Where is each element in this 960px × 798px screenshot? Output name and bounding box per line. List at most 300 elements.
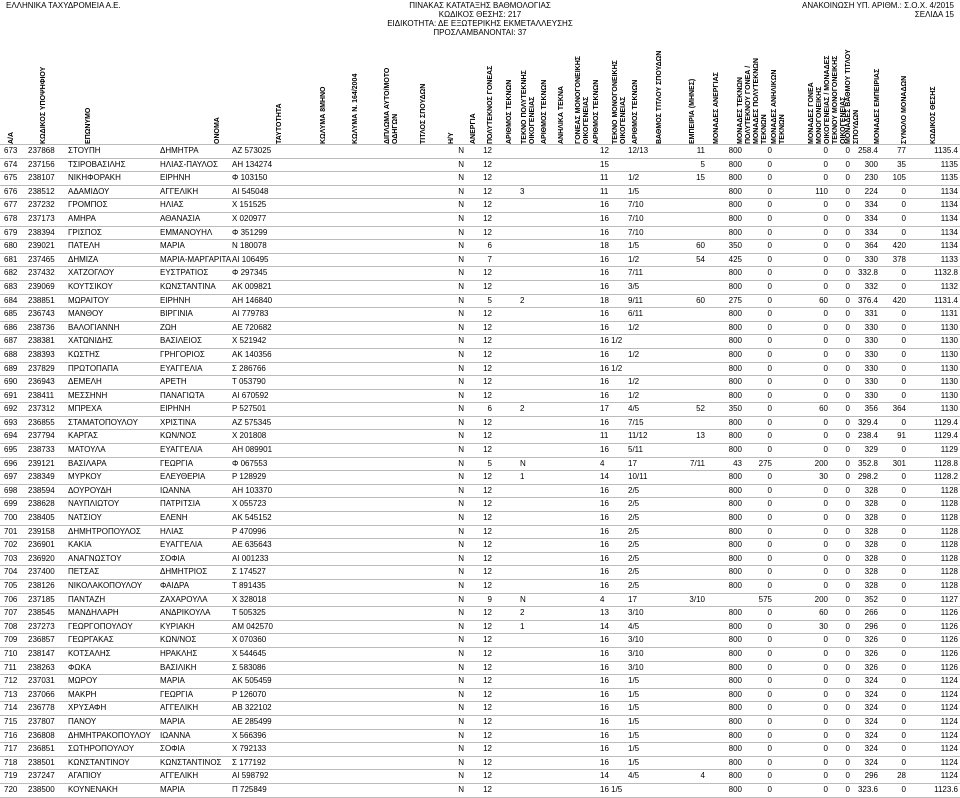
column-header-text: ΤΕΚΝΟΥ ΜΟΝΟΓΟΝΕΙΚΗΣ [832, 55, 839, 144]
table-cell: 13 [696, 431, 705, 441]
table-cell: 15 [696, 173, 705, 183]
table-row [0, 375, 960, 389]
table-cell: 1130 [940, 363, 958, 373]
table-cell: Ρ 126070 [232, 689, 267, 699]
table-cell: Ρ 128929 [232, 472, 267, 482]
table-cell: ΒΑΣΙΛΕΙΟΣ [160, 336, 202, 346]
table-row [0, 158, 960, 172]
table-cell: 1130 [940, 322, 958, 332]
table-cell: 16 [600, 485, 609, 495]
table-cell: ΜΑΝΘΟΥ [68, 309, 104, 319]
table-cell: 17 [628, 594, 637, 604]
table-cell: 674 [4, 159, 18, 169]
table-cell: 2/5 [628, 499, 640, 509]
table-cell: ΓΕΩΡΓΑΚΑΣ [68, 635, 114, 645]
table-cell: 0 [823, 431, 828, 441]
table-cell: 800 [728, 784, 742, 794]
table-cell: 0 [901, 730, 906, 740]
table-cell: ΓΡΙΣΠΟΣ [68, 227, 102, 237]
table-cell: 0 [767, 581, 772, 590]
table-cell: 238733 [28, 445, 55, 455]
column-header-7 [384, 68, 400, 144]
table-cell: 12 [483, 213, 492, 223]
table-cell: 704 [4, 567, 18, 577]
table-row [0, 470, 960, 484]
table-cell: 0 [845, 513, 850, 523]
table-cell: 1128.2 [934, 472, 958, 482]
table-cell: 60 [819, 404, 828, 414]
table-cell: ΠΡΩΤΟΠΑΠΑ [68, 363, 119, 373]
table-cell: 0 [845, 730, 850, 740]
table-cell: 328 [864, 553, 878, 563]
table-cell: 1/2 [628, 254, 640, 264]
table-cell: 1/2 [628, 390, 640, 400]
table-cell: 703 [4, 553, 18, 563]
table-cell: 800 [728, 377, 742, 387]
table-cell: 12 [483, 309, 492, 319]
table-cell: ΑΡΕΤΗ [160, 377, 187, 387]
table-cell: 0 [845, 322, 850, 332]
table-cell: 330 [864, 336, 878, 346]
table-cell: 1128 [940, 485, 958, 495]
table-cell: 575 [758, 594, 772, 604]
table-cell: 1133 [940, 254, 958, 264]
table-cell: 717 [4, 744, 18, 754]
table-row [0, 307, 960, 321]
table-cell: 13 [600, 608, 609, 618]
table-cell: 0 [845, 526, 850, 536]
table-cell: 0 [823, 173, 828, 183]
announcement-info [802, 1, 954, 19]
table-cell: 0 [901, 309, 906, 319]
table-cell: 0 [767, 635, 772, 645]
table-cell: 0 [901, 744, 906, 754]
table-cell: 238851 [28, 295, 55, 305]
table-cell: 0 [845, 581, 850, 590]
table-cell: 0 [767, 213, 772, 223]
table-row [0, 294, 960, 308]
table-cell: 9/11 [628, 295, 643, 305]
table-cell: 16 [600, 445, 609, 455]
table-cell: 800 [728, 445, 742, 455]
table-cell: 0 [823, 363, 828, 373]
table-cell: ΑΓΓΕΛΙΚΗ [160, 703, 199, 713]
table-cell: 18 [600, 295, 609, 305]
table-cell: ΤΣΙΡΟΒΑΣΙΛΗΣ [68, 159, 126, 169]
table-cell: ΑΙ 001233 [232, 553, 269, 563]
column-header-text: ΟΔΗΓΩΝ [392, 113, 399, 144]
table-cell: ΔΗΜΗΤΡΑΚΟΠΟΥΛΟΥ [68, 730, 151, 740]
table-cell: 0 [845, 485, 850, 495]
table-cell: 239121 [28, 458, 55, 468]
table-cell: N [458, 322, 464, 332]
table-cell: 12 [483, 608, 492, 618]
table-cell: 12/13 [628, 146, 649, 155]
table-cell: 1/2 [628, 349, 640, 359]
table-cell: 236778 [28, 703, 55, 713]
table-row [0, 552, 960, 566]
table-cell: ΑΚ 545152 [232, 513, 272, 523]
table-cell: 16 1/5 [600, 784, 623, 794]
table-cell: 238107 [28, 173, 55, 183]
table-cell: 0 [845, 268, 850, 278]
table-cell: 237185 [28, 594, 55, 604]
table-cell: 4 [600, 594, 605, 604]
table-cell: 5 [700, 159, 705, 169]
table-cell: 1131.4 [934, 295, 958, 305]
table-cell: 3/5 [628, 281, 640, 291]
table-cell: 0 [845, 281, 850, 291]
table-cell: ΜΑΡΙΑ-ΜΑΡΓΑΡΙΤΑ [160, 254, 232, 264]
table-cell: N [458, 404, 464, 414]
table-cell: 0 [845, 621, 850, 631]
table-cell: 800 [728, 349, 742, 359]
table-cell: Σ 177192 [232, 757, 266, 767]
table-cell: 0 [767, 309, 772, 319]
table-cell: 0 [823, 254, 828, 264]
table-cell: 2/5 [628, 513, 640, 523]
table-cell: ΓΡΗΓΟΡΙΟΣ [160, 349, 205, 359]
table-cell: 0 [767, 417, 772, 427]
table-cell: 28 [897, 771, 906, 781]
table-cell: ΠΑΝΑΓΙΩΤΑ [160, 390, 205, 400]
table-cell: 0 [845, 363, 850, 373]
table-cell: 716 [4, 730, 18, 740]
table-cell: Σ 583086 [232, 662, 266, 672]
column-header-text: ΠΟΛΥΤΕΚΝΟΥ ΓΟΝΕΑ / [745, 65, 752, 144]
table-cell: 238349 [28, 472, 55, 482]
table-cell: N [458, 567, 464, 577]
table-cell: 5/11 [628, 445, 643, 455]
column-header-text: ΜΟΝΑΔΕΣ ΑΝΗΛΙΚΩΝ [771, 69, 778, 144]
table-cell: 236943 [28, 377, 55, 387]
table-cell: 800 [728, 676, 742, 686]
table-cell: 0 [767, 553, 772, 563]
table-cell: 238594 [28, 485, 55, 495]
table-cell: 16 [600, 309, 609, 319]
table-cell: 7/10 [628, 213, 644, 223]
table-cell: ΚΟΥΝΕΝΑΚΗ [68, 784, 118, 794]
table-cell: ΣΤΑΜΑΤΟΠΟΥΛΟΥ [68, 417, 138, 427]
table-cell: 0 [845, 771, 850, 781]
table-cell: 0 [845, 716, 850, 726]
table-cell: 0 [823, 281, 828, 291]
table-cell: 14 [600, 771, 609, 781]
table-cell: 324 [864, 689, 878, 699]
table-cell: 237066 [28, 689, 55, 699]
table-cell: 0 [767, 784, 772, 794]
table-cell: 0 [901, 417, 906, 427]
table-cell: 698 [4, 485, 18, 495]
table-cell: ΑΒ 322102 [232, 703, 272, 713]
table-cell: ΑΓΑΠΙΟΥ [68, 771, 102, 781]
table-cell: 0 [845, 159, 850, 169]
table-cell: 1/5 [628, 757, 640, 767]
table-cell: 1134 [940, 186, 958, 196]
column-header-0 [8, 132, 16, 144]
table-row [0, 593, 960, 607]
table-cell: 12 [483, 744, 492, 754]
column-header-text: ΤΕΚΝΟ ΜΟΝΟΓΟΝΕΙΚΗΣ [612, 60, 619, 144]
table-cell: 3/10 [628, 662, 644, 672]
column-header-8 [420, 84, 428, 144]
table-cell: ΜΑΡΙΑ [160, 676, 185, 686]
table-cell: 0 [901, 757, 906, 767]
column-header-text: ΑΡΙΘΜΟΣ ΤΕΚΝΩΝ [541, 79, 548, 144]
table-cell: 12 [483, 757, 492, 767]
table-cell: 1126 [940, 662, 958, 672]
table-cell: 0 [767, 200, 772, 210]
table-cell: 0 [823, 349, 828, 359]
table-cell: 12 [483, 567, 492, 577]
table-cell: 12 [483, 716, 492, 726]
table-cell: 0 [823, 540, 828, 550]
table-cell: ΕΜΜΑΝΟΥΗΛ [160, 227, 213, 237]
table-cell: 1/5 [628, 716, 640, 726]
table-cell: 230 [864, 173, 878, 183]
title-line-0: ΠΙΝΑΚΑΣ ΚΑΤΑΤΑΞΗΣ ΒΑΘΜΟΛΟΓΙΑΣ [409, 1, 551, 10]
table-cell: 0 [767, 648, 772, 658]
table-cell: 1135.4 [934, 146, 958, 155]
table-cell: 0 [823, 635, 828, 645]
table-cell: 12 [483, 146, 492, 155]
table-cell: 238512 [28, 186, 55, 196]
table-row [0, 620, 960, 634]
column-header-text: ΜΟΝΑΔΕΣ ΒΑΘΜΟΥ ΤΙΤΛΟΥ [845, 49, 852, 144]
table-cell: 12 [483, 281, 492, 291]
table-cell: ΣΩΤΗΡΟΠΟΥΛΟΥ [68, 744, 135, 754]
title-line-2: ΕΙΔΙΚΟΤΗΤΑ: ΔΕ ΕΞΩΤΕΡΙΚΗΣ ΕΚΜΕΤΑΛΛΕΥΣΗΣ [387, 19, 573, 28]
table-cell: 3/10 [628, 648, 644, 658]
table-cell: 1134 [940, 200, 958, 210]
table-cell: 800 [728, 513, 742, 523]
table-cell: Χ 521942 [232, 336, 267, 346]
table-cell: 35 [897, 159, 906, 169]
table-cell: 238628 [28, 499, 55, 509]
table-cell: 800 [728, 485, 742, 495]
table-cell: 707 [4, 608, 18, 618]
column-header-22 [713, 72, 721, 144]
table-cell: 16 [600, 268, 609, 278]
table-cell: 1129.4 [934, 431, 958, 441]
column-header-6 [352, 74, 360, 144]
table-cell: 2 [520, 404, 525, 414]
table-cell: 800 [728, 390, 742, 400]
table-cell: 0 [845, 241, 850, 251]
table-cell: 12 [483, 485, 492, 495]
table-cell: ΗΛΙΑΣ-ΠΑΥΛΟΣ [160, 159, 218, 169]
table-cell: 0 [767, 445, 772, 455]
table-cell: 376.4 [857, 295, 878, 305]
column-header-4 [276, 103, 284, 144]
table-cell: 1124 [940, 744, 958, 754]
table-cell: 682 [4, 268, 18, 278]
table-cell: ΔΗΜΗΤΡΟΠΟΥΛΟΣ [68, 526, 141, 536]
table-cell: 12 [483, 581, 492, 590]
table-cell: N [458, 526, 464, 536]
table-row [0, 185, 960, 199]
table-cell: ΣΟΦΙΑ [160, 553, 186, 563]
table-cell: 1134 [940, 241, 958, 251]
table-cell: ΕΙΡΗΝΗ [160, 295, 191, 305]
table-row [0, 783, 960, 798]
table-cell: Χ 544645 [232, 648, 267, 658]
table-cell: 352 [864, 594, 878, 604]
table-cell: 12 [483, 526, 492, 536]
table-cell: Σ 286766 [232, 363, 266, 373]
table-cell: 0 [845, 553, 850, 563]
column-header-text: ΟΙΚΟΓΕΝΕΙΑΣ [840, 96, 847, 144]
table-cell: Χ 151525 [232, 200, 267, 210]
column-header-18 [612, 60, 628, 144]
table-cell: N [458, 254, 464, 264]
column-headers [0, 44, 960, 144]
table-cell: N [458, 186, 464, 196]
table-cell: ΑΙ 779783 [232, 309, 269, 319]
table-row [0, 321, 960, 335]
table-cell: 1/5 [628, 744, 640, 754]
table-cell: 710 [4, 648, 18, 658]
table-cell: 1128.8 [934, 458, 958, 468]
table-cell: 12 [483, 322, 492, 332]
table-cell: 238147 [28, 648, 55, 658]
column-header-text: ΠΟΛΥΤΕΚΝΟΣ ΓΟΝΕΑΣ [487, 65, 494, 144]
table-cell: 2/5 [628, 581, 640, 590]
table-cell: 0 [767, 336, 772, 346]
table-cell: 2/5 [628, 540, 640, 550]
table-cell: 0 [901, 186, 906, 196]
table-cell: 324 [864, 703, 878, 713]
table-cell: 693 [4, 417, 18, 427]
column-header-text: ΕΜΠΕΙΡΙΑ (ΜΗΝΕΣ) [689, 78, 696, 144]
table-cell: Ρ 470996 [232, 526, 267, 536]
column-header-11 [487, 66, 495, 144]
table-cell: 332.8 [857, 268, 878, 278]
table-cell: 1/2 [628, 377, 640, 387]
table-cell: 3/10 [628, 608, 644, 618]
table-cell: 0 [767, 363, 772, 373]
table-cell: N [458, 553, 464, 563]
table-cell: N [458, 594, 464, 604]
column-header-text: Α/Α [8, 131, 15, 144]
table-cell: 1132.8 [934, 268, 958, 278]
table-cell: 7/10 [628, 227, 644, 237]
table-cell: 800 [728, 567, 742, 577]
table-cell: 0 [823, 390, 828, 400]
table-cell: 4/5 [628, 621, 640, 631]
table-cell: 800 [728, 472, 742, 482]
table-cell: N [458, 458, 464, 468]
table-cell: 266 [864, 608, 878, 618]
table-cell: N [458, 309, 464, 319]
column-header-2 [85, 108, 93, 144]
table-cell: 1124 [940, 771, 958, 781]
table-cell: 91 [897, 431, 906, 441]
table-cell: ΑΜ 042570 [232, 621, 273, 631]
table-cell: 328 [864, 485, 878, 495]
table-row [0, 416, 960, 430]
table-cell: ΚΥΡΙΑΚΗ [160, 621, 195, 631]
table-cell: 800 [728, 200, 742, 210]
table-cell: 1/5 [628, 689, 640, 699]
table-cell: 329.4 [857, 417, 878, 427]
table-cell: 691 [4, 390, 18, 400]
table-row [0, 633, 960, 647]
table-cell: ΜΑΝΔΗΛΑΡΗ [68, 608, 119, 618]
table-cell: 324 [864, 744, 878, 754]
table-cell: 9 [487, 594, 492, 604]
table-cell: ΓΡΟΜΠΟΣ [68, 200, 108, 210]
table-cell: 12 [483, 540, 492, 550]
column-header-text: ΚΩΔΙΚΟΣ ΥΠΟΨΗΦΙΟΥ [40, 66, 47, 144]
table-cell: 676 [4, 186, 18, 196]
column-header-text: ΜΟΝΑΔΕΣ ΤΕΚΝΩΝ [737, 77, 744, 144]
table-cell: ΧΑΤΖΟΓΛΟΥ [68, 268, 115, 278]
table-row [0, 171, 960, 185]
table-cell: 0 [823, 336, 828, 346]
table-cell: Χ 055723 [232, 499, 267, 509]
table-cell: 237807 [28, 716, 55, 726]
table-cell: 14 [600, 472, 609, 482]
table-cell: 332 [864, 281, 878, 291]
table-cell: ΒΑΣΙΛΑΡΑ [68, 458, 107, 468]
table-cell: 0 [901, 581, 906, 590]
table-cell: 54 [696, 254, 705, 264]
table-cell: 699 [4, 499, 18, 509]
table-cell: ΑΓΓΕΛΙΚΗ [160, 771, 199, 781]
table-cell: 714 [4, 703, 18, 713]
table-cell: 0 [823, 268, 828, 278]
table-cell: 800 [728, 227, 742, 237]
table-cell: 0 [901, 676, 906, 686]
table-cell: 800 [728, 526, 742, 536]
table-cell: N [458, 499, 464, 509]
table-cell: 326 [864, 635, 878, 645]
table-cell: ΠΑΝΤΑΖΗ [68, 594, 106, 604]
column-header-25 [808, 56, 848, 145]
table-cell: 800 [728, 553, 742, 563]
table-cell: ΕΥΑΓΓΕΛΙΑ [160, 540, 203, 550]
table-cell: 326 [864, 662, 878, 672]
column-header-3 [214, 117, 222, 144]
table-cell: 1128 [940, 513, 958, 523]
table-row [0, 606, 960, 620]
table-cell: 239158 [28, 526, 55, 536]
table-cell: ΜΑΡΙΑ [160, 784, 185, 794]
table-cell: 713 [4, 689, 18, 699]
table-cell: 12 [483, 159, 492, 169]
org-name: ΕΛΛΗΝΙΚΑ ΤΑΧΥΔΡΟΜΕΙΑ Α.Ε. [6, 1, 121, 10]
table-row [0, 253, 960, 267]
table-cell: 60 [696, 295, 705, 305]
table-cell: ΝΑΤΣΙΟΥ [68, 513, 102, 523]
table-cell: 16 [600, 540, 609, 550]
table-cell: 237247 [28, 771, 55, 781]
table-cell: 323.6 [857, 784, 878, 794]
table-cell: 1124 [940, 730, 958, 740]
table-cell: 324 [864, 730, 878, 740]
table-cell: 800 [728, 730, 742, 740]
table-cell: 331 [864, 309, 878, 319]
table-cell: 679 [4, 227, 18, 237]
table-cell: ΕΛΕΥΘΕΡΙΑ [160, 472, 206, 482]
table-cell: 239021 [28, 241, 55, 251]
table-cell: N [458, 608, 464, 618]
table-cell: N [458, 662, 464, 672]
table-row [0, 538, 960, 552]
table-cell: 0 [901, 662, 906, 672]
table-cell: 0 [823, 377, 828, 387]
